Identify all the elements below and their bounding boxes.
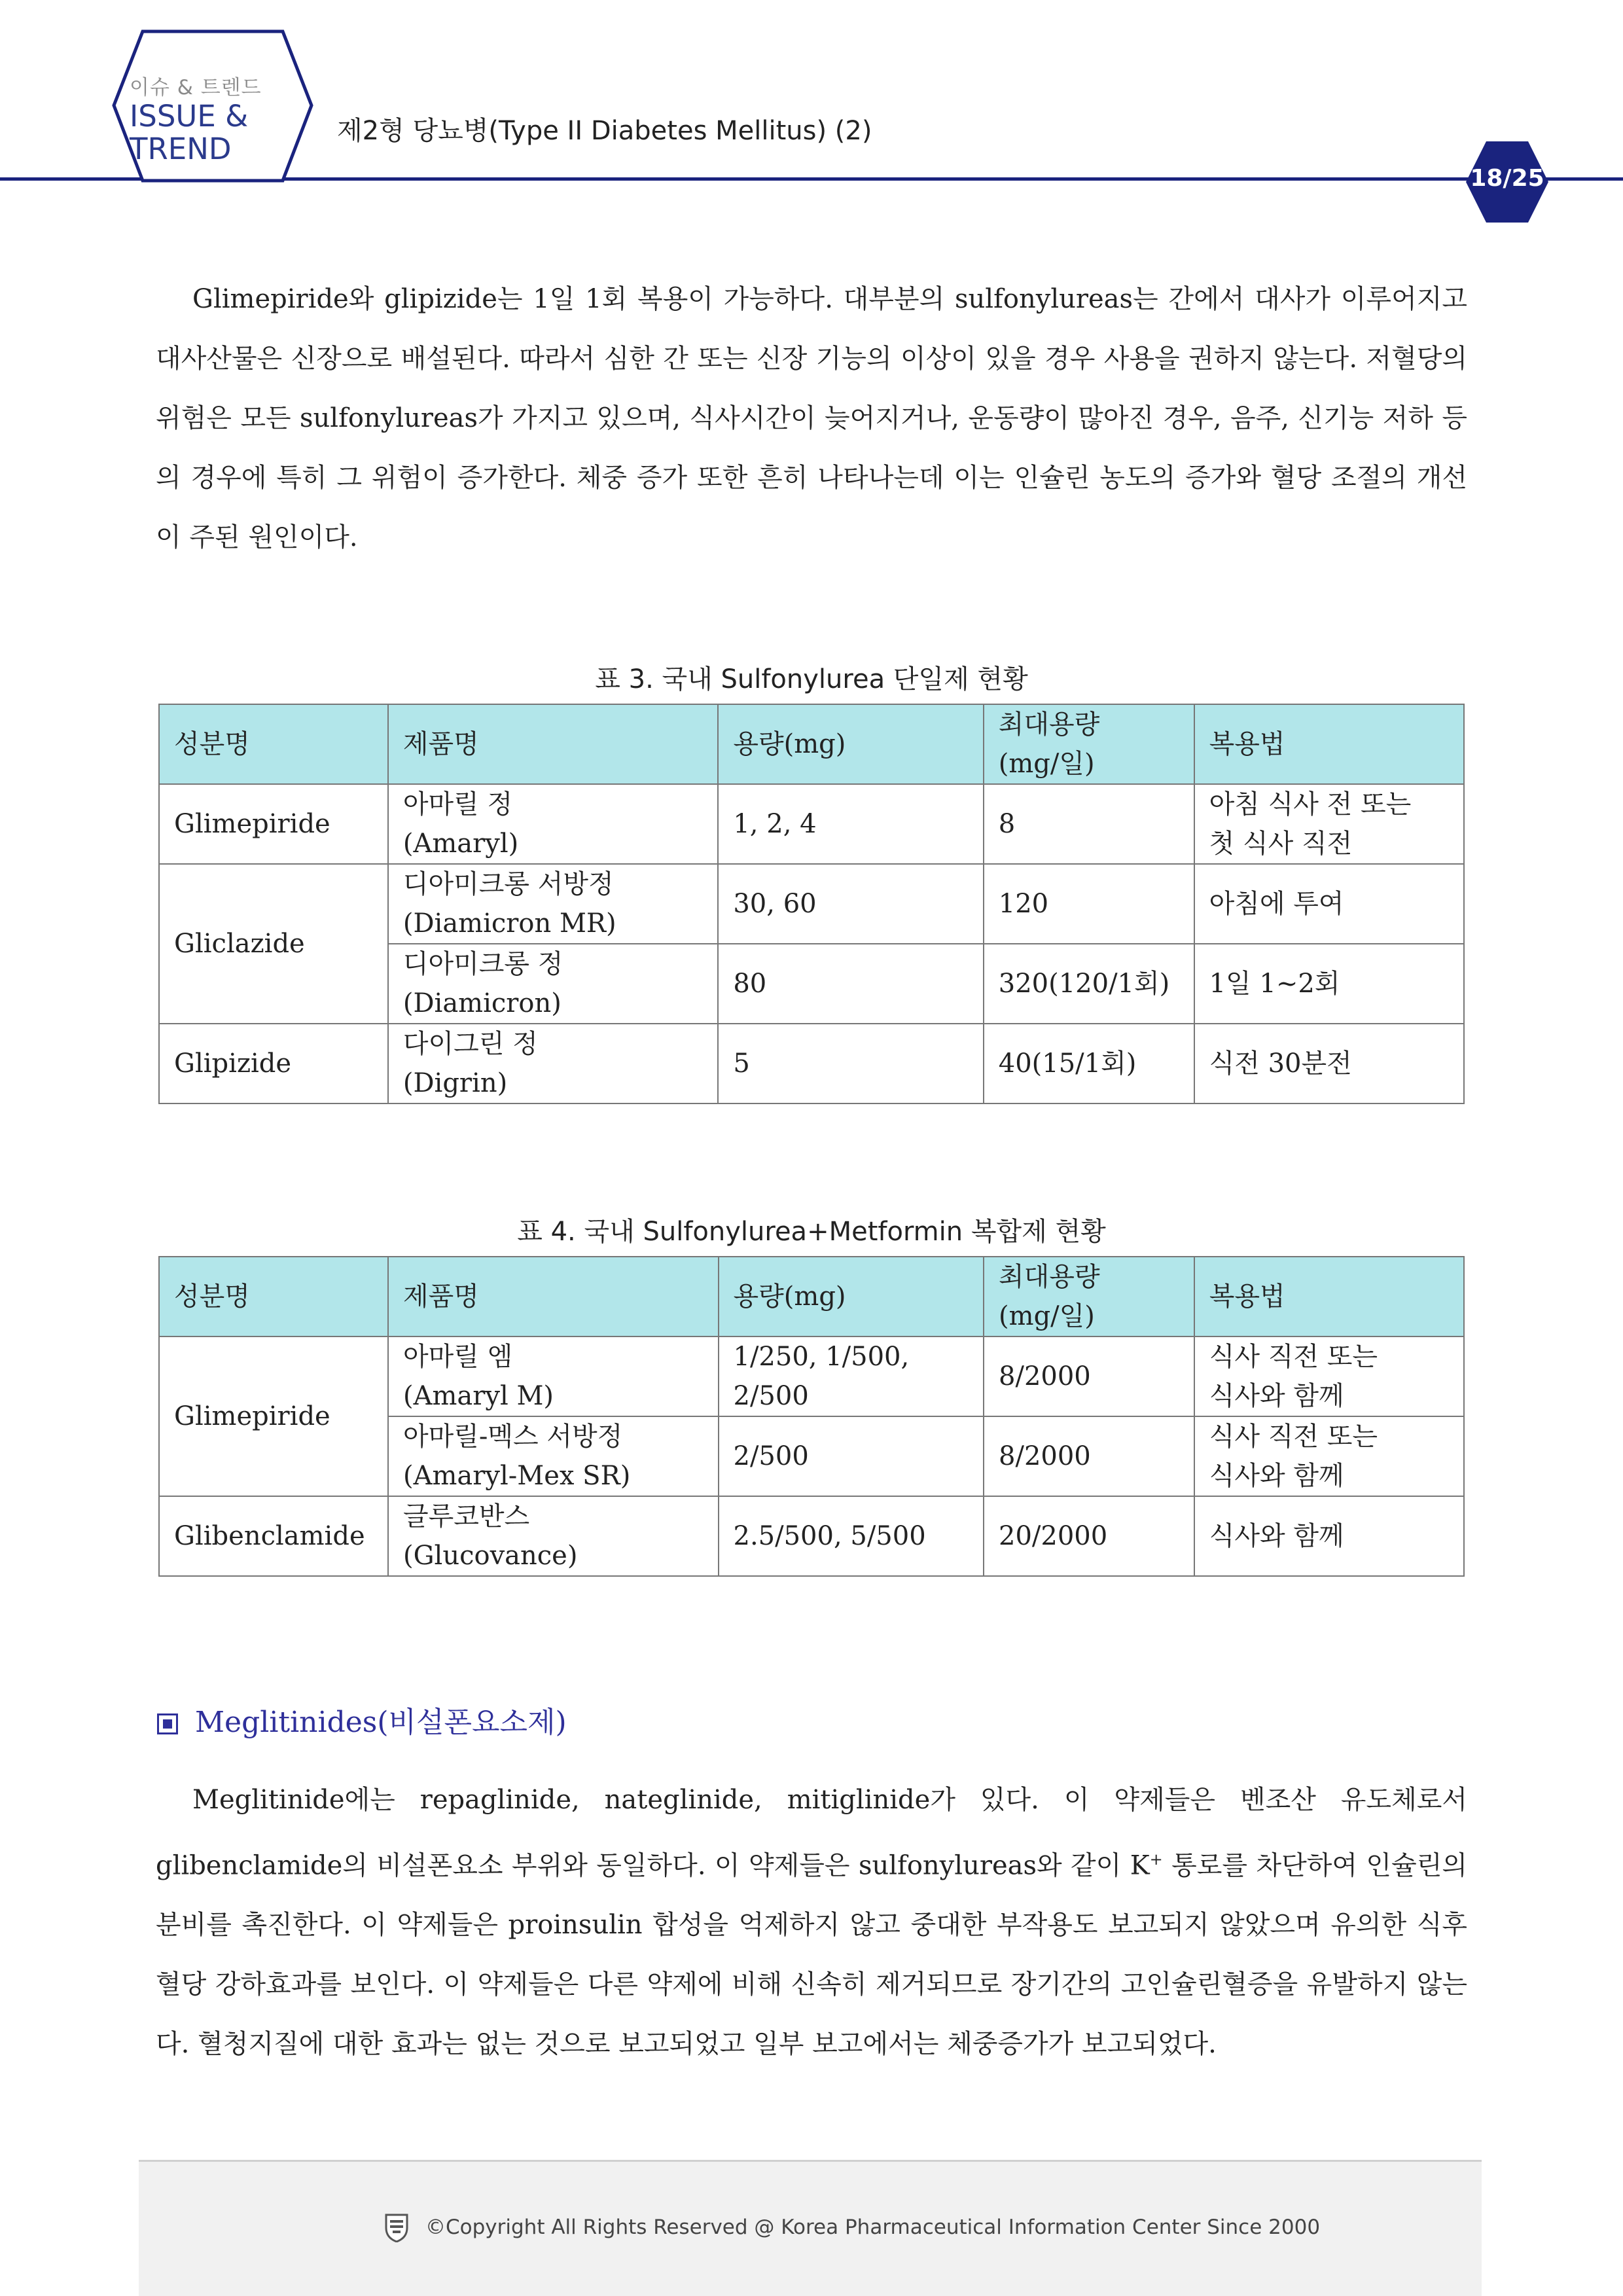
logo-text xyxy=(130,71,287,166)
header-cell: 복용법 xyxy=(1194,704,1464,784)
logo-line2: TREND xyxy=(130,132,232,166)
table-header-row xyxy=(159,704,1464,784)
table-cell: 디아미크롱 서방정 (Diamicron MR) xyxy=(388,864,719,944)
table-cell: 2.5/500, 5/500 xyxy=(719,1496,984,1576)
table-cell: 아마릴 정 (Amaryl) xyxy=(388,784,719,864)
paragraph-2-part1: Meglitinide에는 repaglinide, nateglinide, mitiglinide가 있다. 이 약제들은 벤조산 유도체로서 glibenclamide의 비설폰요소 부위와 동일하다. 이 약제들은 sulfonylureas와 같이 K xyxy=(156,1785,1467,1881)
section-title: Meglitinides(비설폰요소제) xyxy=(195,1706,567,1739)
paragraph-2-part2: 통로를 차단하여 인슐린의 분비를 촉진한다. 이 약제들은 proinsulin 합성을 억제하지 않고 중대한 부작용도 보고되지 않았으며 유의한 식후혈당 강하효과를 보인다. 이 약제들은 다른 약제에 비해 신속히 제거되므로 장기간의 고인슐린혈증을 유발하지 않는다. 혈청지질에 대한 효과는 없는 것으로 보고되었고 일부 보고에서는 체중증가가 보고되었다. xyxy=(156,1850,1467,2060)
table-cell: 120 xyxy=(984,864,1194,944)
table-cell: 80 xyxy=(718,944,983,1024)
table-cell: 2/500 xyxy=(719,1416,984,1496)
crest-icon xyxy=(383,2212,410,2242)
table-row xyxy=(159,1024,1464,1103)
table-row xyxy=(159,1336,1464,1416)
table-cell: 20/2000 xyxy=(984,1496,1194,1576)
table-cell: 아마릴-멕스 서방정 (Amaryl-Mex SR) xyxy=(388,1416,719,1496)
table-cell: 5 xyxy=(718,1024,983,1103)
table-cell: Glipizide xyxy=(159,1024,388,1103)
page-title: 제2형 당뇨병(Type II Diabetes Mellitus) (2) xyxy=(337,116,872,146)
table-cell: 식사와 함께 xyxy=(1194,1496,1464,1576)
table-cell: 8 xyxy=(984,784,1194,864)
page-number: 18/25 xyxy=(1470,165,1544,192)
table-cell: 320(120/1회) xyxy=(984,944,1194,1024)
table-cell: Glibenclamide xyxy=(159,1496,388,1576)
header-cell: 제품명 xyxy=(388,1257,719,1336)
header-cell: 최대용량 (mg/일) xyxy=(984,1257,1194,1336)
table-cell: 8/2000 xyxy=(984,1416,1194,1496)
table-row xyxy=(159,1496,1464,1576)
table-cell: 1일 1~2회 xyxy=(1194,944,1464,1024)
paragraph-1: Glimepiride와 glipizide는 1일 1회 복용이 가능하다. 대부분의 sulfonylureas는 간에서 대사가 이루어지고 대사산물은 신장으로 배설된다. 따라서 심한 간 또는 신장 기능의 이상이 있을 경우 사용을 권하지 않는다. 저혈당의 위험은 모든 sulfonylureas가 가지고 있으며, 식사시간이 늦어지거나, 운동량이 많아진 경우, 음주, 신기능 저하 등의 경우에 특히 그 위험이 증가한다. 체중 증가 또한 흔히 나타나는데 이는 인슐린 농도의 증가와 혈당 조절의 개선이 주된 원인이다. xyxy=(156,284,1467,552)
table3-caption: 표 3. 국내 Sulfonylurea 단일제 현황 xyxy=(595,664,1028,694)
table-cell: Glimepiride xyxy=(159,784,388,864)
table-cell: 8/2000 xyxy=(984,1336,1194,1416)
table-cell: Gliclazide xyxy=(159,864,388,1024)
section-heading xyxy=(157,1698,567,1740)
table-cell: 아침에 투여 xyxy=(1194,864,1464,944)
header-cell: 최대용량 (mg/일) xyxy=(984,704,1194,784)
table-row xyxy=(159,864,1464,944)
header-cell: 용량(mg) xyxy=(719,1257,984,1336)
table-cell: 식전 30분전 xyxy=(1194,1024,1464,1103)
table-cell: 아마릴 엠 (Amaryl M) xyxy=(388,1336,719,1416)
table-cell: Glimepiride xyxy=(159,1336,388,1496)
header-cell: 용량(mg) xyxy=(718,704,983,784)
table-header-row xyxy=(159,1257,1464,1336)
table3 xyxy=(158,704,1465,1104)
table-row xyxy=(159,784,1464,864)
logo-line1: ISSUE & xyxy=(130,99,249,134)
square-bullet-icon xyxy=(157,1713,178,1734)
header-cell: 복용법 xyxy=(1194,1257,1464,1336)
table-cell: 디아미크롱 정 (Diamicron) xyxy=(388,944,719,1024)
table4-caption: 표 4. 국내 Sulfonylurea+Metformin 복합제 현황 xyxy=(517,1217,1106,1247)
table-cell: 글루코반스 (Glucovance) xyxy=(388,1496,719,1576)
copyright-text: ©Copyright All Rights Reserved @ Korea Pharmaceutical Information Center Since 2000 xyxy=(425,2215,1321,2239)
header-cell: 성분명 xyxy=(159,1257,388,1336)
superscript-plus: + xyxy=(1149,1850,1163,1869)
table-cell: 1/250, 1/500, 2/500 xyxy=(719,1336,984,1416)
table-cell: 다이그린 정 (Digrin) xyxy=(388,1024,719,1103)
logo-sub: 이슈 & 트렌드 xyxy=(130,76,262,99)
table-cell: 40(15/1회) xyxy=(984,1024,1194,1103)
table-cell: 30, 60 xyxy=(718,864,983,944)
table-cell: 아침 식사 전 또는 첫 식사 직전 xyxy=(1194,784,1464,864)
paragraph-2 xyxy=(156,1770,1467,2074)
table-cell: 1, 2, 4 xyxy=(718,784,983,864)
header-cell: 성분명 xyxy=(159,704,388,784)
table4 xyxy=(158,1256,1465,1577)
table-cell: 식사 직전 또는 식사와 함께 xyxy=(1194,1416,1464,1496)
table-cell: 식사 직전 또는 식사와 함께 xyxy=(1194,1336,1464,1416)
header-cell: 제품명 xyxy=(388,704,719,784)
